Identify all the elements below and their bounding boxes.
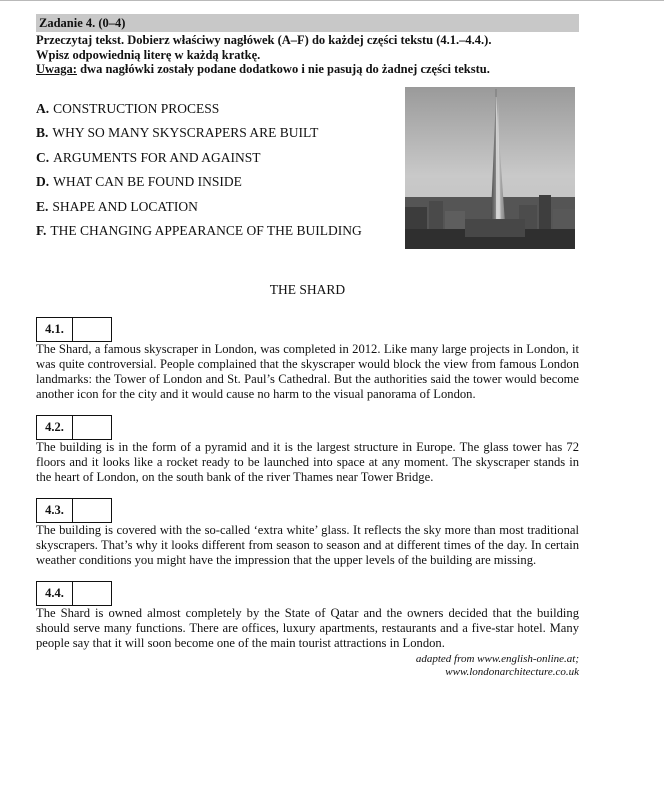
text-section-4-3 [36,498,579,568]
heading-letter: A. [36,100,50,116]
instruction-line-2: Wpisz odpowiednią literę w każdą kratkę. [36,47,261,62]
answer-row [36,581,579,606]
heading-letter: B. [36,125,49,140]
heading-option-a [36,97,362,122]
section-paragraph: The Shard is owned almost completely by the State of Qatar and the owners decided that the building should serve many functions. There are offices, luxury apartments, restaurants and a five-star hotel. Many people say that it will soon become one of the main tourist attractions in London. [36,605,579,650]
heading-option-c [36,146,362,171]
heading-option-d [36,170,362,195]
text-section-4-4 [36,581,579,651]
exam-page [36,14,579,679]
heading-option-f [36,219,362,244]
text-section-4-1 [36,317,579,402]
headings-and-photo [36,87,579,275]
answer-box[interactable] [73,581,112,606]
heading-letter: E. [36,198,49,214]
shard-photo-image [405,87,575,249]
heading-letter: D. [36,174,50,189]
instruction-note [36,62,579,77]
heading-letter: F. [36,223,47,238]
section-number: 4.3. [36,498,73,523]
shard-photo [405,87,575,249]
heading-option-e [36,195,362,220]
heading-text: CONSTRUCTION PROCESS [53,100,220,116]
answer-box[interactable] [73,498,112,523]
answer-row [36,498,579,523]
heading-option-b [36,121,362,146]
section-paragraph: The building is in the form of a pyramid and it is the largest structure in Europe. The glass tower has 72 floors and it looks like a rocket ready to be launched into space at any moment. The skyscraper stands in the heart of London, on the south bank of the river Thames near Tower Bridge. [36,439,579,484]
section-number: 4.4. [36,581,73,606]
headings-list [36,97,362,244]
heading-letter: C. [36,149,50,165]
note-label: Uwaga: [36,62,77,76]
source-citation [36,653,579,679]
section-paragraph: The Shard, a famous skyscraper in London, was completed in 2012. Like many large projects in London, it was quite controversial. People complained that the skyscraper would block the view from famous London landmarks: the Tower of London and St. Paul’s Cathedral. But the authorities said the tower would become another icon for the city and it would cause no harm to the visual panorama of London. [36,341,579,401]
task-instruction [36,33,579,77]
answer-row [36,415,579,440]
text-title: THE SHARD [269,281,346,297]
source-line-1: adapted from www.english-online.at; [415,652,579,665]
section-paragraph: The building is covered with the so-called ‘extra white’ glass. It reflects the sky more than most traditional skyscrapers. That’s why it looks different from season to season and at different times of the day. In certain weather conditions you might have the impression that the upper levels of the building are missing. [36,522,579,567]
source-line-2: www.londonarchitecture.co.uk [445,665,579,678]
heading-text: WHY SO MANY SKYSCRAPERS ARE BUILT [52,125,319,140]
heading-text: ARGUMENTS FOR AND AGAINST [53,149,261,165]
note-text: dwa nagłówki zostały podane dodatkowo i nie pasują do żadnej części tekstu. [76,62,490,76]
section-number: 4.2. [36,415,73,440]
section-number: 4.1. [36,317,73,342]
instruction-line-1: Przeczytaj tekst. Dobierz właściwy nagłówek (A–F) do każdej części tekstu (4.1.–4.4.). [36,33,492,47]
answer-box[interactable] [73,317,112,342]
page-top-border [0,0,664,1]
answer-row [36,317,579,342]
text-section-4-2 [36,415,579,485]
answer-box[interactable] [73,415,112,440]
heading-text: WHAT CAN BE FOUND INSIDE [53,174,242,189]
heading-text: THE CHANGING APPEARANCE OF THE BUILDING [50,223,362,238]
heading-text: SHAPE AND LOCATION [52,198,198,214]
task-title: Zadanie 4. (0–4) [36,14,579,32]
